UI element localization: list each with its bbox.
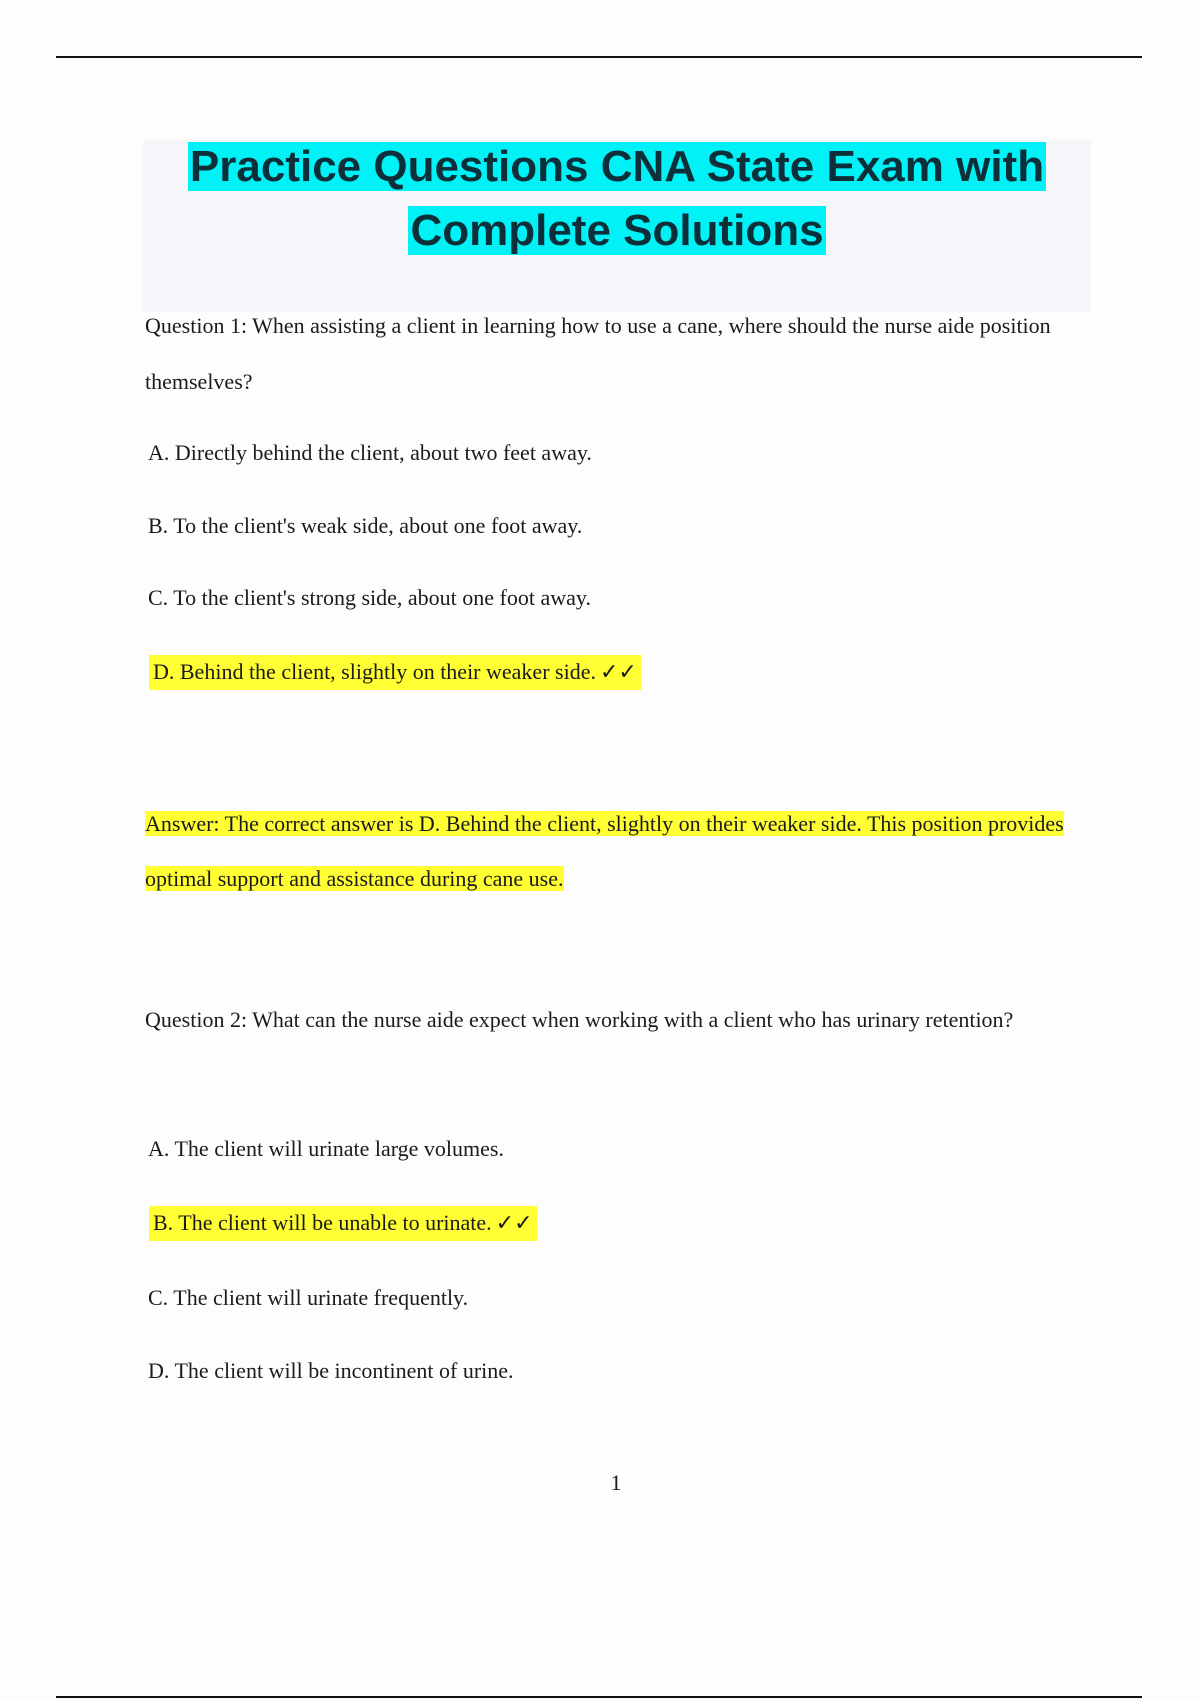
header-rule [56, 56, 1142, 58]
question-1-option-d-correct [149, 655, 641, 690]
option-text: B. The client will be unable to urinate. [153, 1210, 492, 1235]
question-2-option-c: C. The client will urinate frequently. [148, 1285, 469, 1310]
document-title: Practice Questions CNA State Exam with Complete Solutions [189, 142, 1045, 255]
question-1-text: Question 1: When assisting a client in learning how to use a cane, where should the nurse aide position themselves? [145, 313, 1051, 394]
question-1-option-a: A. Directly behind the client, about two feet away. [148, 440, 592, 465]
footer-rule [56, 1696, 1142, 1698]
question-1-option-b: B. To the client's weak side, about one foot away. [148, 513, 583, 538]
question-1-answer [145, 796, 1085, 906]
option-text: D. Behind the client, slightly on their weaker side. [153, 659, 596, 684]
question-1-option-c: C. To the client's strong side, about one foot away. [148, 585, 591, 610]
page-number: 1 [610, 1470, 622, 1495]
question-2-option-b-correct [149, 1206, 537, 1241]
title-block [143, 140, 1091, 312]
answer-text: Answer: The correct answer is D. Behind the client, slightly on their weaker side. This position provides optimal support and assistance during cane use. [145, 811, 1064, 891]
question-2-text: Question 2: What can the nurse aide expect when working with a client who has urinary retention? [145, 1007, 1014, 1032]
double-check-icon: ✓✓ [495, 1211, 533, 1236]
double-check-icon: ✓✓ [599, 660, 637, 685]
question-2-option-a: A. The client will urinate large volumes. [148, 1136, 504, 1161]
question-2-option-d: D. The client will be incontinent of urine. [148, 1358, 514, 1383]
